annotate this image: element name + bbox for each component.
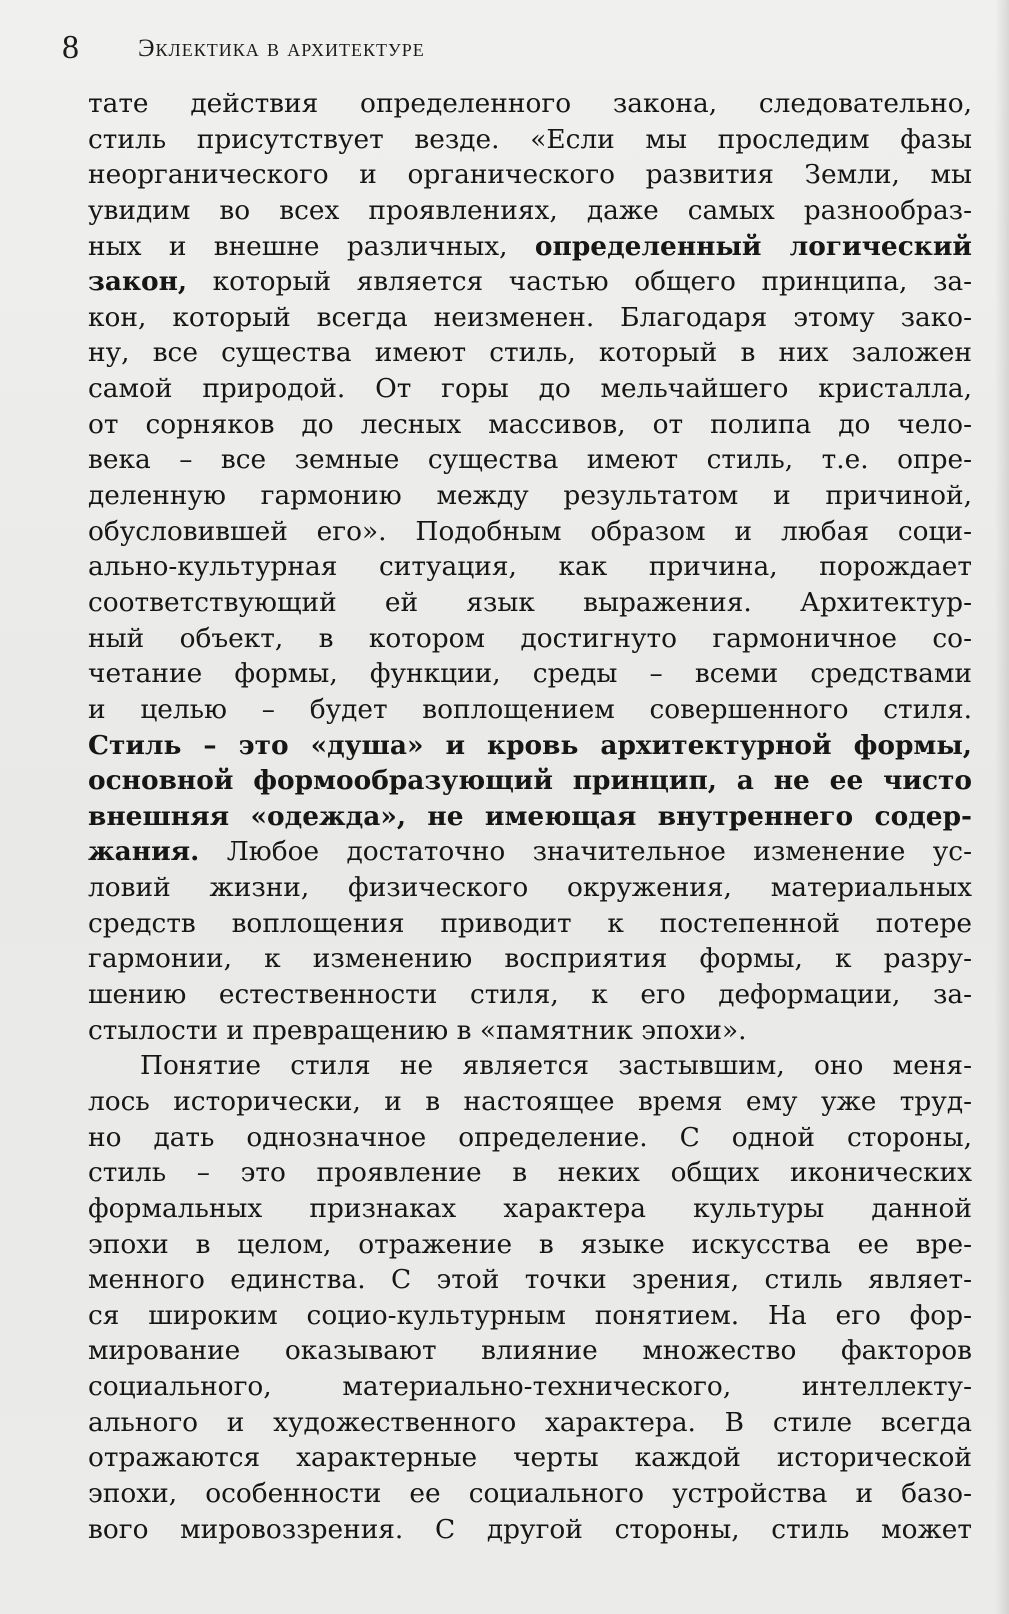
text-run: Любое достаточно значительное изменение ус- <box>199 836 972 868</box>
text-line: стылости и превращению в «памятник эпохи». <box>88 1014 747 1046</box>
text-line: менного единства. С этой точки зрения, стиль являет- <box>88 1264 972 1296</box>
emphasis-text: закон, <box>88 266 188 298</box>
page-edge-shadow <box>995 0 1009 1614</box>
text-line <box>88 834 972 870</box>
paragraph <box>88 1048 972 1547</box>
text-line: соответствующий ей язык выражения. Архитектур- <box>88 586 972 618</box>
body-text <box>88 86 972 1547</box>
running-title: Эклектика в архитектуре <box>138 35 425 62</box>
text-line: увидим во всех проявлениях, даже самых разнообраз- <box>88 194 972 226</box>
emphasis-text: определенный логический <box>534 230 972 262</box>
text-line: четание формы, функции, среды – всеми средствами <box>88 658 972 690</box>
text-run: ных и внешне различных, <box>88 230 535 262</box>
emphasis-line: Стиль – это «душа» и кровь архитектурной формы, <box>88 729 972 761</box>
text-line: самой природой. От горы до мельчайшего кристалла, <box>88 373 972 405</box>
text-line: ально-культурная ситуация, как причина, порождает <box>88 551 972 583</box>
text-line: ся широким социо-культурным понятием. На его фор- <box>88 1299 972 1331</box>
text-line: но дать однозначное определение. С одной стороны, <box>88 1121 972 1153</box>
emphasis-text: жания. <box>88 836 200 868</box>
text-line: отражаются характерные черты каждой исторической <box>88 1442 972 1474</box>
text-line: ный объект, в котором достигнуто гармоничное со- <box>88 622 972 654</box>
emphasis-line: внешняя «одежда», не имеющая внутреннего содер- <box>88 800 972 832</box>
text-line: ального и художественного характера. В стиле всегда <box>88 1406 972 1438</box>
text-line: ловий жизни, физического окружения, материальных <box>88 872 972 904</box>
text-line: неорганического и органического развития Земли, мы <box>88 159 972 191</box>
text-line: ну, все существа имеют стиль, который в них заложен <box>88 337 972 369</box>
text-line: гармонии, к изменению восприятия формы, к разру- <box>88 943 972 975</box>
text-line <box>88 229 972 265</box>
text-line: и целью – будет воплощением совершенного стиля. <box>88 693 972 725</box>
text-line: социального, материально-технического, интеллекту- <box>88 1371 972 1403</box>
text-line: формальных признаках характера культуры данной <box>88 1192 972 1224</box>
text-line <box>88 264 972 300</box>
page-number: 8 <box>62 29 79 66</box>
text-line: вого мировоззрения. С другой стороны, стиль может <box>88 1513 972 1545</box>
text-line: эпохи в целом, отражение в языке искусства ее вре- <box>88 1228 972 1260</box>
page-header <box>62 28 962 68</box>
text-line: мирование оказывают влияние множество факторов <box>88 1335 972 1367</box>
text-line: шению естественности стиля, к его деформации, за- <box>88 979 972 1011</box>
text-line: тате действия определенного закона, следовательно, <box>88 88 972 119</box>
emphasis-line: основной формообразующий принцип, а не ее чисто <box>88 765 972 797</box>
text-line: века – все земные существа имеют стиль, т.е. опре- <box>88 444 972 476</box>
text-line: обусловившей его». Подобным образом и любая соци- <box>88 515 972 547</box>
text-line: стиль присутствует везде. «Если мы проследим фазы <box>88 123 972 155</box>
text-run: который является частью общего принципа, за- <box>187 266 972 298</box>
paragraph <box>88 86 972 1048</box>
text-line: средств воплощения приводит к постепенной потере <box>88 907 972 939</box>
text-line: стиль – это проявление в неких общих иконических <box>88 1157 972 1189</box>
text-line: от сорняков до лесных массивов, от полипа до чело- <box>88 408 972 440</box>
text-line: лось исторически, и в настоящее время ему уже труд- <box>88 1085 972 1117</box>
text-line: деленную гармонию между результатом и причиной, <box>88 480 972 512</box>
text-line: эпохи, особенности ее социального устройства и базо- <box>88 1477 972 1509</box>
text-line: Понятие стиля не является застывшим, оно меня- <box>140 1050 972 1082</box>
text-line: кон, который всегда неизменен. Благодаря этому зако- <box>88 301 972 333</box>
